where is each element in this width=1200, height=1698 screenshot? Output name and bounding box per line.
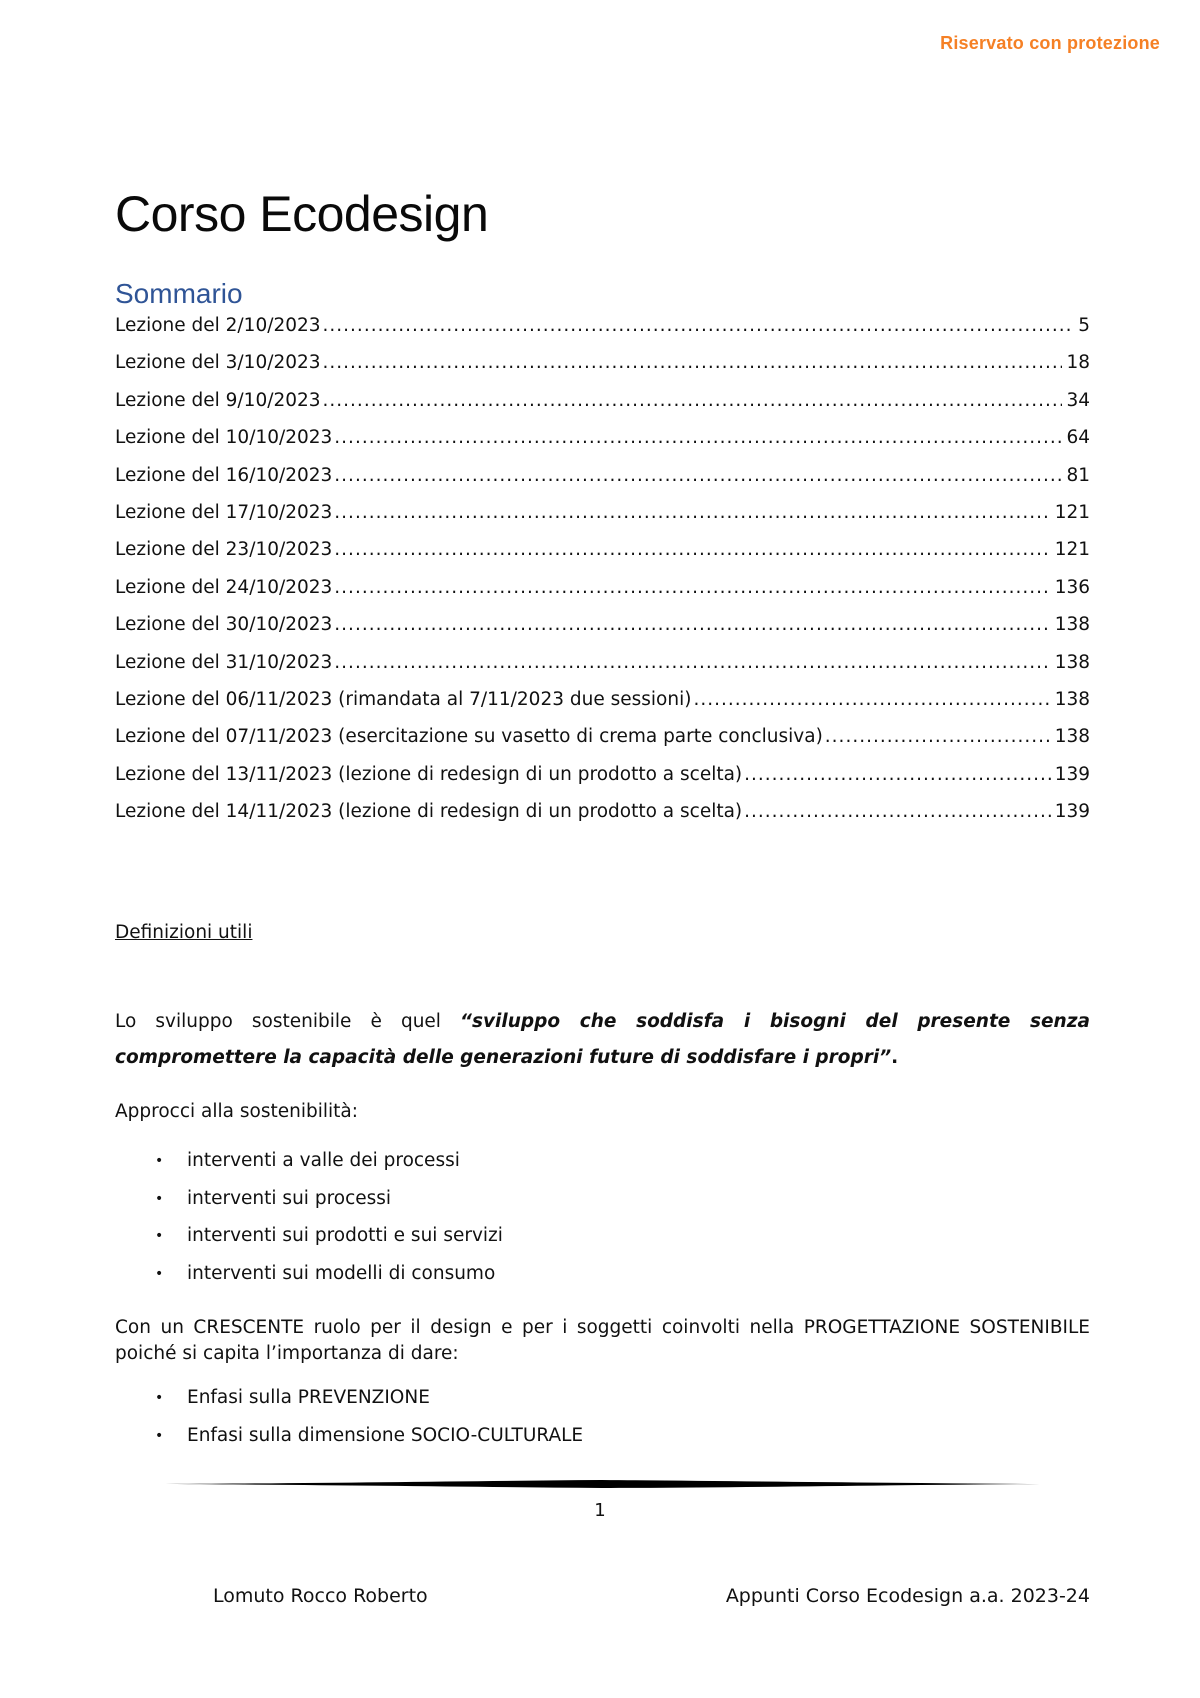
definition-paragraph (115, 1004, 1090, 1076)
section-label-definizioni: Definizioni utili (115, 922, 253, 943)
list-item-text: Enfasi sulla dimensione SOCIO-CULTURALE (187, 1424, 584, 1446)
definition-quote: “sviluppo che soddisfa i bisogni del presente senza compromettere la capacità delle generazioni future di soddisfare i propri” (115, 1011, 1090, 1068)
toc-entry-page: 138 (1054, 688, 1090, 710)
toc-entry-page: 121 (1054, 539, 1090, 561)
toc-entry[interactable] (115, 614, 1090, 651)
toc-entry[interactable] (115, 352, 1090, 389)
toc-entry-page: 136 (1054, 576, 1090, 598)
bullet-icon: • (155, 1390, 164, 1406)
toc-entry-page: 139 (1054, 801, 1090, 823)
toc-entry-text: Lezione del 3/10/2023 (115, 352, 321, 374)
toc-entry-page: 81 (1066, 464, 1090, 486)
toc-entry-text: Lezione del 16/10/2023 (115, 464, 333, 486)
toc-leader (323, 352, 1063, 373)
toc-leader (334, 539, 1050, 560)
list-item-text: Enfasi sulla PREVENZIONE (187, 1387, 430, 1408)
protection-label: Riservato con protezione (940, 33, 1160, 53)
list-item (115, 1261, 503, 1299)
toc-entry-page: 138 (1054, 726, 1090, 748)
toc-entry-page: 138 (1054, 614, 1090, 636)
toc-entry-page: 121 (1054, 501, 1090, 523)
toc-entry-text: Lezione del 14/11/2023 (lezione di redesign di un prodotto a scelta) (115, 801, 743, 823)
enfasi-list (115, 1385, 583, 1460)
toc-entry-page: 64 (1066, 427, 1090, 449)
bullet-icon: • (155, 1153, 164, 1169)
list-item-text: interventi sui modelli di consumo (187, 1262, 496, 1284)
toc-leader (744, 801, 1051, 822)
toc-leader (334, 502, 1050, 523)
toc-entry-text: Lezione del 13/11/2023 (lezione di redesign di un prodotto a scelta) (115, 763, 743, 785)
list-item (115, 1223, 503, 1261)
toc-entry[interactable] (115, 689, 1090, 726)
footer-divider (165, 1477, 1040, 1491)
toc-entry-page: 34 (1066, 389, 1090, 411)
toc-entry-text: Lezione del 06/11/2023 (rimandata al 7/11/2023 due sessioni) (115, 688, 692, 710)
toc-entry[interactable] (115, 502, 1090, 539)
document-title: Corso Ecodesign (115, 186, 489, 242)
toc-leader (825, 726, 1051, 747)
toc-entry-text: Lezione del 10/10/2023 (115, 427, 333, 449)
toc-entry[interactable] (115, 801, 1090, 838)
definition-end: . (891, 1047, 899, 1068)
toc-leader (693, 689, 1050, 710)
toc-entry-page: 5 (1078, 315, 1090, 336)
toc-entry[interactable] (115, 390, 1090, 427)
toc-leader (323, 390, 1063, 411)
toc-entry-page: 18 (1066, 352, 1090, 374)
toc-entry-text: Lezione del 17/10/2023 (115, 501, 333, 523)
toc-entry-text: Lezione del 9/10/2023 (115, 389, 321, 411)
toc-leader (323, 315, 1075, 336)
bullet-icon: • (155, 1190, 164, 1207)
toc-entry-text: Lezione del 07/11/2023 (esercitazione su vasetto di crema parte conclusiva) (115, 726, 823, 748)
bullet-icon: • (155, 1427, 164, 1444)
toc-entry-text: Lezione del 23/10/2023 (115, 539, 333, 561)
toc-entry-text: Lezione del 2/10/2023 (115, 315, 321, 336)
list-item (115, 1148, 503, 1186)
toc-leader (744, 764, 1051, 785)
bullet-icon: • (155, 1228, 164, 1244)
toc-entry[interactable] (115, 539, 1090, 576)
list-item (115, 1423, 583, 1461)
toc-entry[interactable] (115, 726, 1090, 763)
list-item (115, 1186, 503, 1224)
toc-entry[interactable] (115, 652, 1090, 689)
toc-entry-text: Lezione del 24/10/2023 (115, 576, 333, 598)
footer-author: Lomuto Rocco Roberto (213, 1585, 428, 1607)
toc-entry[interactable] (115, 764, 1090, 801)
toc-leader (334, 465, 1062, 486)
toc-entry[interactable] (115, 427, 1090, 464)
toc-entry[interactable] (115, 465, 1090, 502)
footer-course-notes: Appunti Corso Ecodesign a.a. 2023-24 (725, 1585, 1090, 1607)
toc-entry-page: 139 (1054, 763, 1090, 785)
list-item-text: interventi sui processi (187, 1187, 392, 1209)
toc-entry-text: Lezione del 31/10/2023 (115, 651, 333, 673)
approcci-list (115, 1148, 503, 1298)
list-item (115, 1385, 583, 1423)
page-number: 1 (594, 1500, 606, 1521)
toc-leader (334, 577, 1050, 598)
approcci-label: Approcci alla sostenibilità: (115, 1101, 358, 1122)
toc-entry-text: Lezione del 30/10/2023 (115, 614, 333, 636)
toc-entry[interactable] (115, 577, 1090, 614)
toc-leader (334, 427, 1062, 448)
toc-entry[interactable] (115, 315, 1090, 352)
toc-leader (334, 652, 1050, 673)
list-item-text: interventi a valle dei processi (187, 1150, 460, 1171)
definition-intro: Lo sviluppo sostenibile è quel (115, 1011, 461, 1032)
toc-leader (334, 614, 1050, 635)
list-item-text: interventi sui prodotti e sui servizi (187, 1225, 503, 1246)
toc-entry-page: 138 (1054, 651, 1090, 673)
table-of-contents (115, 315, 1090, 838)
toc-heading: Sommario (115, 278, 243, 309)
crescente-paragraph: Con un CRESCENTE ruolo per il design e per i soggetti coinvolti nella PROGETTAZIONE SOSTENIBILE poiché si capita l’importanza di dare: (115, 1317, 1090, 1364)
bullet-icon: • (155, 1265, 164, 1282)
